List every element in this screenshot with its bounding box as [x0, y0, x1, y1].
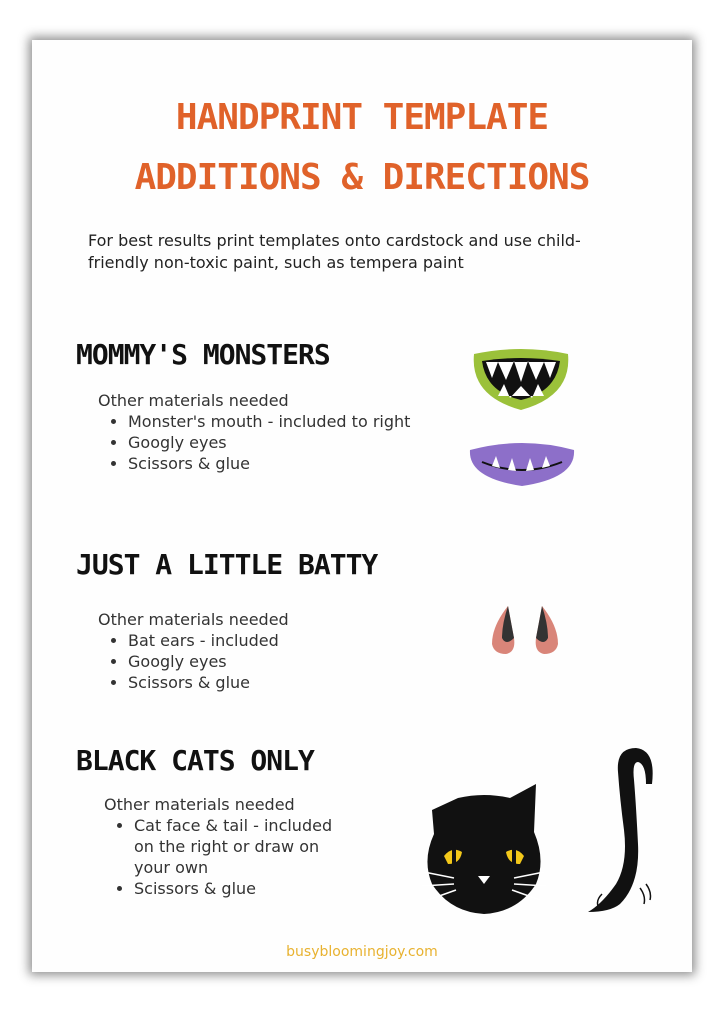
list-item: • Googly eyes [128, 432, 410, 453]
materials-list [98, 411, 410, 474]
bat-ear-right-icon [532, 604, 562, 656]
list-item: • Cat face & tail - included on the right or draw on your own [134, 815, 344, 878]
section-heading-batty: JUST A LITTLE BATTY [76, 548, 378, 581]
list-item: • Googly eyes [128, 651, 289, 672]
cat-tail-icon [580, 744, 660, 916]
materials-label: Other materials needed [98, 610, 289, 629]
monster-mouth-purple-icon [466, 440, 578, 488]
section-heading-monsters: MOMMY'S MONSTERS [76, 338, 330, 371]
list-item: • Scissors & glue [128, 672, 289, 693]
template-page [32, 40, 692, 972]
materials-batty [98, 609, 289, 693]
cat-face-icon [414, 780, 554, 920]
title-line-1: HANDPRINT TEMPLATE [175, 97, 549, 138]
materials-list [98, 630, 289, 693]
materials-label: Other materials needed [104, 795, 295, 814]
list-item: • Bat ears - included [128, 630, 289, 651]
intro-text: For best results print templates onto cardstock and use child-friendly non-toxic paint, such as tempera paint [88, 231, 581, 272]
list-item: • Scissors & glue [128, 453, 410, 474]
site-credit: busybloomingjoy.com [286, 944, 438, 960]
materials-label: Other materials needed [98, 391, 289, 410]
materials-cats [104, 794, 344, 899]
page-title [32, 88, 692, 208]
bat-ear-left-icon [488, 604, 518, 656]
list-item: • Monster's mouth - included to right [128, 411, 410, 432]
title-line-2: ADDITIONS & DIRECTIONS [134, 157, 590, 198]
materials-list [104, 815, 344, 899]
section-heading-cats: BLACK CATS ONLY [76, 744, 314, 777]
materials-monsters [98, 390, 410, 474]
monster-mouth-green-icon [468, 346, 574, 414]
list-item: • Scissors & glue [134, 878, 344, 899]
